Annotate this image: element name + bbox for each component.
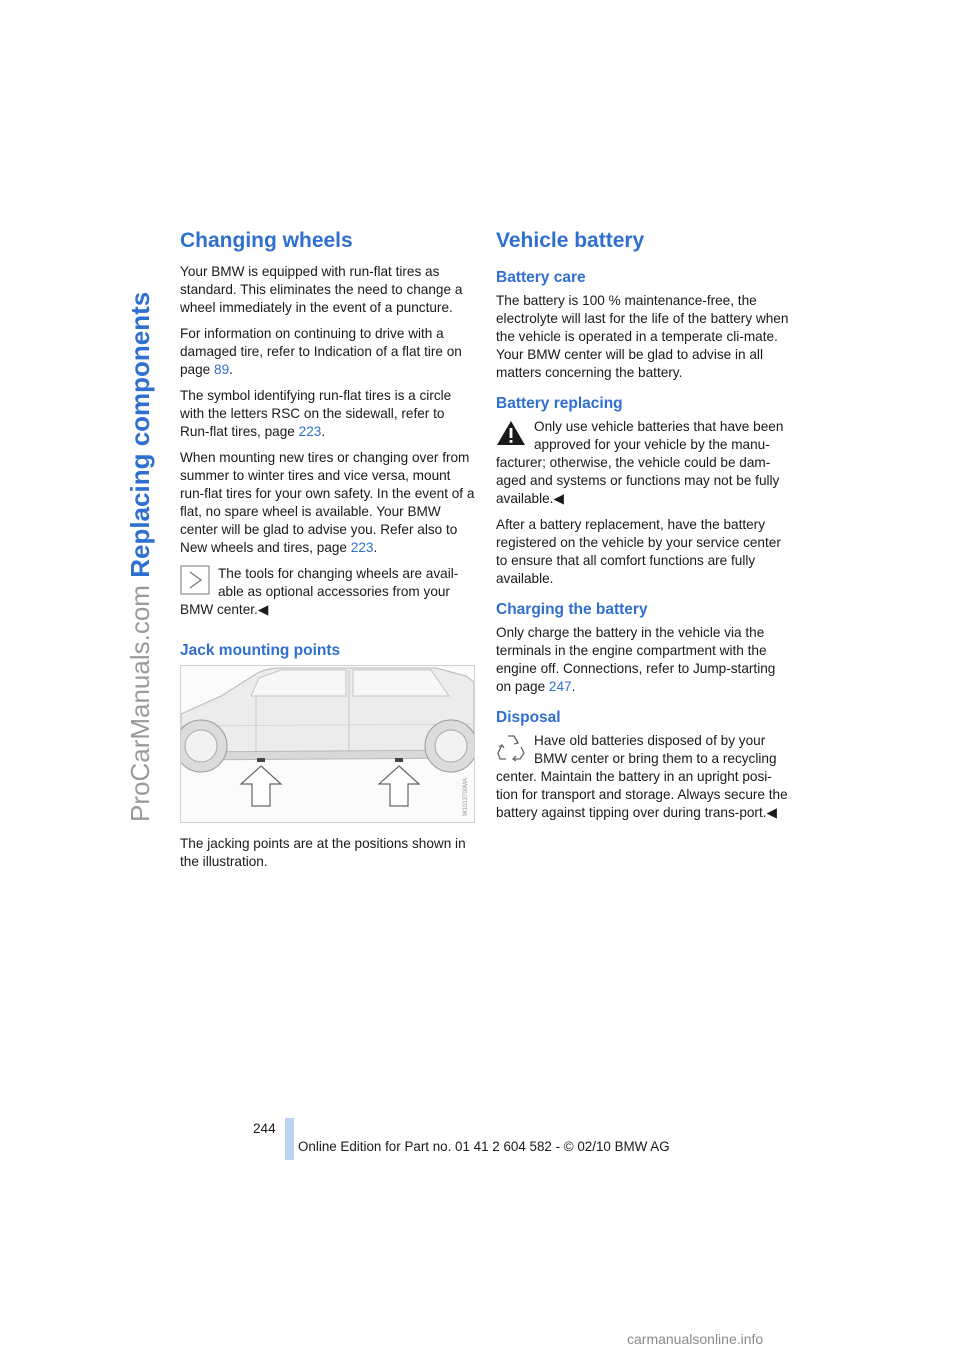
page-number: 244 — [253, 1121, 276, 1136]
disposal-note — [496, 732, 792, 822]
paragraph-text: For information on continuing to drive with a damaged tire, refer to Indication of a flat tire on page — [180, 326, 462, 377]
jack-points-heading: Jack mounting points — [180, 642, 341, 659]
charging-text — [496, 624, 792, 696]
tools-note — [180, 565, 475, 619]
side-title — [118, 222, 160, 822]
page-link-223[interactable]: 223 — [350, 540, 374, 555]
warning-first-lines: Only use vehicle batteries that have been approved for your vehicle by the manu- — [534, 419, 784, 452]
paragraph-text: When mounting new tires or changing over from summer to winter tires and vice versa, mount run-flat tires for your own safety. In the event of a flat, no spare wheel is available. Your BMW center will be glad to advise you. Refer also to New wheels and tires, page — [180, 450, 475, 555]
paragraph-end: . — [229, 362, 233, 377]
disposal-heading: Disposal — [496, 709, 561, 726]
note-rest: BMW center. — [180, 602, 258, 617]
battery-warning-note — [496, 418, 792, 508]
page-link-89[interactable]: 89 — [214, 362, 230, 377]
end-mark: ◀ — [257, 602, 269, 617]
paragraph-end: . — [571, 679, 576, 694]
jack-points-caption: The jacking points are at the positions shown in the illustration. — [180, 836, 466, 869]
side-title-text: Replacing components — [125, 291, 155, 578]
watermark: carmanualsonline.info — [627, 1331, 764, 1347]
changing-wheels-heading: Changing wheels — [180, 229, 353, 252]
note-arrow-icon — [180, 565, 210, 600]
page-link-247[interactable]: 247 — [548, 679, 572, 694]
battery-replacing-heading: Battery replacing — [496, 395, 623, 412]
disposal-rest: center. Maintain the battery in an upright posi-tion for transport and storage. Always secure the battery against tipping over during trans-port. — [496, 769, 788, 820]
paragraph-rsc-symbol — [180, 387, 475, 441]
jack-points-illustration — [180, 665, 475, 823]
recycling-icon — [496, 732, 526, 767]
warning-icon — [496, 420, 526, 451]
footer-accent-bar — [285, 1118, 294, 1160]
note-first-lines: The tools for changing wheels are avail-able as optional accessories from your — [218, 566, 459, 599]
end-mark: ◀ — [553, 491, 564, 506]
end-mark: ◀ — [766, 805, 777, 820]
page-link-223[interactable]: 223 — [298, 424, 322, 439]
paragraph-run-flat: Your BMW is equipped with run-flat tires as standard. This eliminates the need to change a wheel immediately in the event of a puncture. — [180, 264, 463, 315]
right-column — [496, 228, 792, 822]
car-side-drawing — [181, 666, 474, 822]
paragraph-flat-tire — [180, 325, 475, 379]
svg-text:ProCarManuals.com Replac — [125, 292, 155, 822]
charging-heading: Charging the battery — [496, 601, 648, 618]
paragraph-text: The symbol identifying run-flat tires is a circle with the letters RSC on the sidewall, refer to Run-flat tires, page — [180, 388, 452, 439]
paragraph-mounting-tires — [180, 449, 475, 557]
warning-rest: facturer; otherwise, the vehicle could be dam-aged and systems or functions may not be fully available. — [496, 455, 780, 506]
battery-care-heading: Battery care — [496, 269, 586, 286]
battery-care-text: The battery is 100 % maintenance-free, the electrolyte will last for the life of the battery when the vehicle is operated in a temperate cli-mate. Your BMW center will be glad to advise in all matters concerning the battery. — [496, 293, 789, 380]
paragraph-end: . — [321, 424, 326, 439]
battery-replacement-text: After a battery replacement, have the battery registered on the vehicle by your service center to ensure that all comfort functions are fully available. — [496, 517, 781, 586]
paragraph-text: Only charge the battery in the vehicle via the terminals in the engine compartment with the engine off. Connections, refer to Jump-starting on page — [496, 625, 776, 694]
illustration-code: W1013700MA — [463, 777, 469, 816]
disposal-first-lines: Have old batteries disposed of by your BMW center or bring them to a recycling — [534, 733, 777, 766]
paragraph-end: . — [373, 540, 378, 555]
vehicle-battery-heading: Vehicle battery — [496, 229, 645, 252]
footer-edition: Online Edition for Part no. 01 41 2 604 582 - © 02/10 BMW AG — [298, 1139, 670, 1154]
side-title-prefix: ProCarManuals.com — [125, 585, 155, 822]
left-column — [180, 228, 475, 879]
